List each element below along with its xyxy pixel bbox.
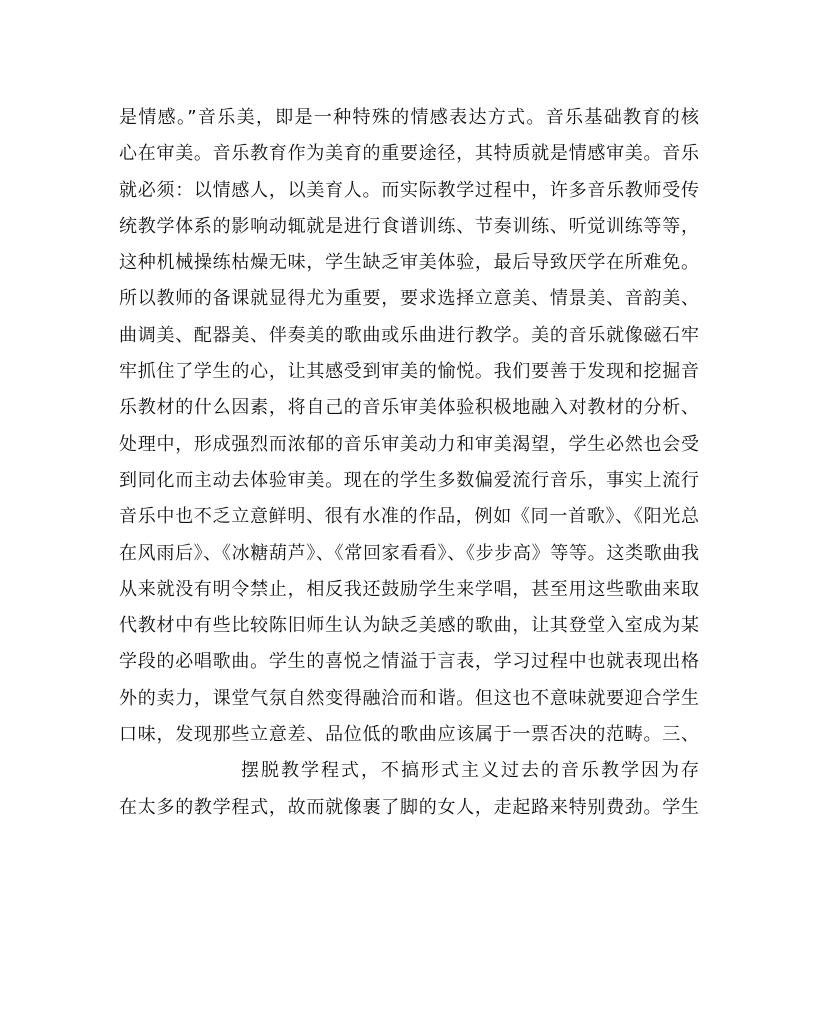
text-line: 就必须：以情感人，以美育人。而实际教学过程中，许多音乐教师受传 <box>119 179 699 201</box>
text-line: 代教材中有些比较陈旧师生认为缺乏美感的歌曲，让其登堂入室成为某 <box>119 615 699 637</box>
text-line: 在太多的教学程式，故而就像裹了脚的女人，走起路来特别费劲。学生 <box>119 796 699 818</box>
text-line: 在风雨后》、《冰糖葫芦》、《常回家看看》、《步步高》等等。这类歌曲我 <box>119 542 699 564</box>
text-line: 曲调美、配器美、伴奏美的歌曲或乐曲进行教学。美的音乐就像磁石牢 <box>119 324 699 346</box>
text-line: 所以教师的备课就显得尤为重要，要求选择立意美、情景美、音韵美、 <box>119 288 699 310</box>
text-line: 牢抓住了学生的心，让其感受到审美的愉悦。我们要善于发现和挖掘音 <box>119 361 699 383</box>
text-line: 学段的必唱歌曲。学生的喜悦之情溢于言表，学习过程中也就表现出格 <box>119 651 699 673</box>
body-text <box>119 100 699 826</box>
text-line: 口味，发现那些立意差、品位低的歌曲应该属于一票否决的范畴。三、 <box>119 724 699 746</box>
text-line: 乐教材的什么因素，将自己的音乐审美体验积极地融入对教材的分析、 <box>119 397 699 419</box>
text-line: 外的卖力，课堂气氛自然变得融洽而和谐。但这也不意味就要迎合学生 <box>119 687 699 709</box>
text-line: 从来就没有明令禁止，相反我还鼓励学生来学唱，甚至用这些歌曲来取 <box>119 578 699 600</box>
text-line: 是情感。”音乐美，即是一种特殊的情感表达方式。音乐基础教育的核 <box>119 107 699 128</box>
text-line: 这种机械操练枯燥无味，学生缺乏审美体验，最后导致厌学在所难免。 <box>119 252 699 274</box>
text-line: 统教学体系的影响动辄就是进行食谱训练、节奏训练、听觉训练等等， <box>119 215 699 237</box>
text-line: 心在审美。音乐教育作为美育的重要途径，其特质就是情感审美。音乐 <box>119 143 699 165</box>
section-heading-line: 摆脱教学程式，不搞形式主义过去的音乐教学因为存 <box>241 760 699 782</box>
text-line: 处理中，形成强烈而浓郁的音乐审美动力和审美渴望，学生必然也会受 <box>119 433 699 455</box>
text-line: 音乐中也不乏立意鲜明、很有水准的作品，例如《同一首歌》、《阳光总 <box>119 506 699 528</box>
text-line: 到同化而主动去体验审美。现在的学生多数偏爱流行音乐，事实上流行 <box>119 469 699 491</box>
